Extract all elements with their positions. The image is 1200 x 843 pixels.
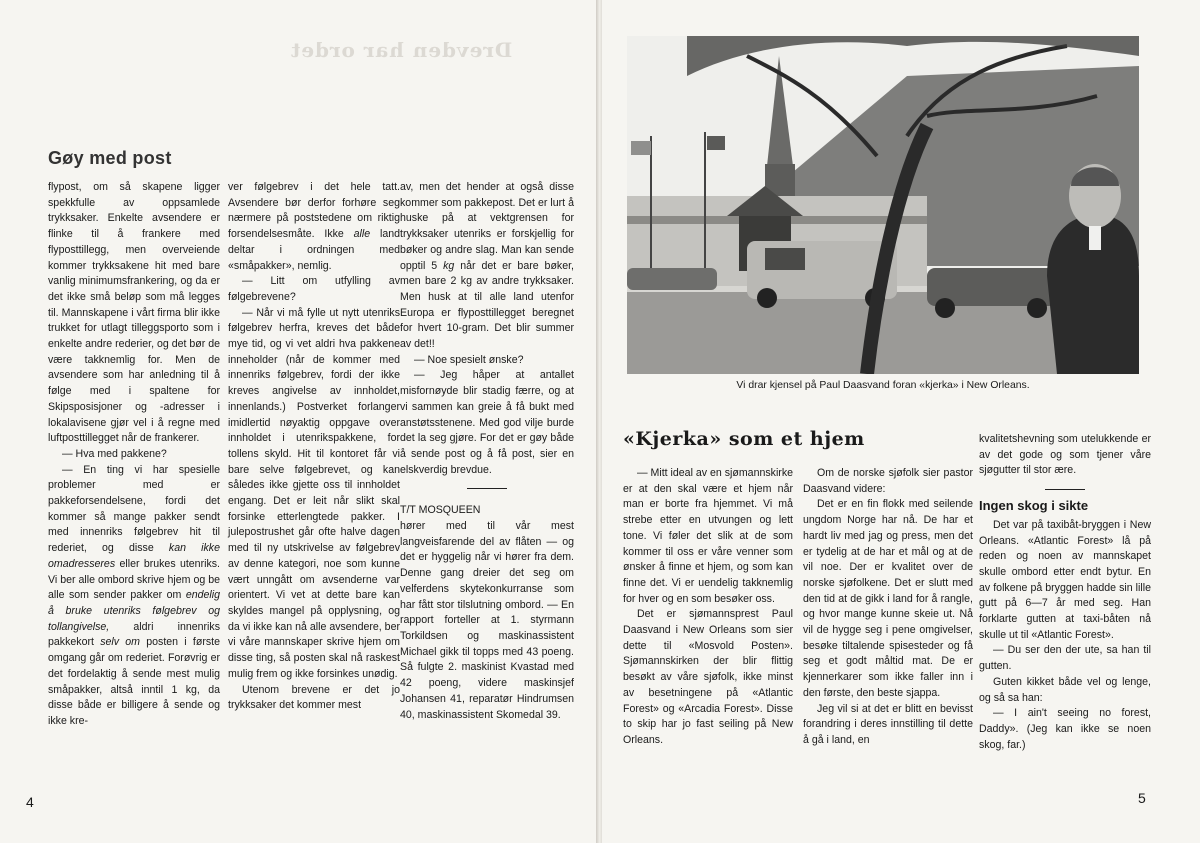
article-column-2 (228, 180, 400, 714)
paragraph: Det var på taxibåt-bryggen i New Orleans. «Atlantic Forest» lå på reden og noen av mannskapet skulle ombord etter endt bytur. En av folkene på bryggen hadde sin lille gutt på 6—7 år med seg. Han forklarte gutten at taxi-båten nå skulle ut til «Atlantic Forest». (979, 518, 1151, 641)
paragraph: — En ting vi har spesielle problemer med er pakkeforsendelsene, fordi det kommer så mange pakker sendt med innenriks følgebrev hit til rederiet, og disse kan ikke omadresseres eller brukes utenriks. Vi ber alle ombord skrive hjem og be alle som sender pakker om endelig å bruke utenriks følgebrev og tollangivelse, aldri innenriks pakkekort selv om posten i første omgang går om rederiet. Forøvrig er det fordelaktig å sende mest mulig småpakker, altså inntil 1 kg, da disse både er billigere å sende og ikke kre- (48, 463, 220, 727)
divider (467, 488, 507, 489)
paragraph: ver følgebrev i det hele tatt. Avsendere bør derfor forhøre seg nærmere på poststedene om riktig forsendelsesmåte. Ikke alle land deltar i ordningen med «småpakker», nemlig. (228, 181, 400, 272)
section-subhead: Ingen skog i sikte (979, 498, 1089, 514)
paragraph: Om de norske sjøfolk sier pastor Daasvand videre: (803, 467, 973, 495)
church-photo (627, 36, 1139, 374)
paragraph: — I ain't seeing no forest, Daddy». (Jeg kan ikke se noen skog, far.) (979, 707, 1151, 751)
left-page (0, 0, 598, 843)
photo-church-new-orleans-icon (627, 36, 1139, 374)
paragraph: — Noe spesielt ønske? (414, 353, 524, 366)
paragraph: Det er en fin flokk med seilende ungdom Norge har nå. De har et hardt liv med jag og press, men det er tydelig at de har et mål og at de vil noe. Der er kvalitet over de norske sjøfolkene. Det er slutt med den tid at de gikk i land for å rangle, og hvor mange kunne skeie ut. Nå vil de hygge seg i pene omgivelser, besøke tiltalende spisesteder og få seg et godt måltid mat. De er kjennerkarer som ikke faller inn i den første, den beste sjappa. (803, 498, 973, 699)
page-number: 4 (26, 794, 34, 810)
paragraph: — Hva med pakkene? (62, 447, 167, 460)
paragraph: — Litt om utfylling av følgebrevene? (228, 275, 400, 303)
article-column-5 (803, 466, 973, 749)
paragraph: Guten kikket både vel og lenge, og så sa han: (979, 675, 1151, 704)
paragraph: — Mitt ideal av en sjømannskirke er at den skal være et hjem når man er borte fra hjemmet. Vi må strebe etter en utvungen og lett tone. Vi føler det slik at de som kommer til oss er våre venner som ønsker å finne et hjem, og som kan finne det. Vi er uendelig takknemlig for hver og en som besøker oss. (623, 467, 794, 605)
page-heading: Gøy med post (48, 148, 172, 168)
article-column-1 (48, 180, 220, 730)
ghost-title: Drevden har ordet (290, 38, 513, 62)
paragraph: flypost, om så skapene ligger spekkfulle av oppsamlede trykksaker. Enkelte avsendere er flinke til å frankere med flyposttillegg, men overveiende kommer trykksakene hit med bare vanlig minimumsfrankering, og da er det ikke små beløp som må legges til. Mannskapene i vårt firma blir ikke trukket for utlagt tilleggsporto som i enkelte andre rederier, og det bør de være takknemlig for. Men de avsendere som har anledning til å følge med i spaltene for Skipsposisjoner og -adresser i lokalavisene gjør vel i å regne med luftposttillegget når de frankerer. (48, 181, 220, 445)
page-number: 5 (1138, 790, 1146, 806)
article-column-6 (979, 432, 1151, 753)
paragraph: Jeg vil si at det er blitt en bevisst forandring i deres innstilling til dette å gå i land, en (803, 702, 973, 746)
paragraph: kvalitetshevning som utelukkende er av det gode og som tjener våre sjøgutter til stor ære. (979, 433, 1151, 477)
paragraph: av, men det hender at også disse kommer som pakkepost. Det er lurt å huske på at vektgrensen for trykksaker utenriks er forskjellig for bøker og andre slag. Man kan sende opptil 5 kg når det er bare bøker, men bare 2 kg av andre trykksaker. Men husk at til alle land utenfor Europa er flyposttillegget beregnet for hvert 10-gram. Det blir summer av det!! (400, 181, 574, 351)
article-column-4 (623, 466, 793, 749)
paragraph: hører med til vår mest langveisfarende del av flåten — og det er hyggelig når vi hører fra dem. Denne gang dreier det seg om velferdens skytekonkurranse som har fått stor tilslutning ombord. — En rapport forteller at 1. styrmann Torkildsen og maskinassistent Michael gikk til topps med 43 poeng. Så fulgte 2. maskinist Kvastad med 42 poeng, videre maskinsjef Johansen 41, reparatør Hindrumsen 40, maskinassistent Skomedal 39. (400, 520, 574, 721)
paragraph: — Jeg håper at antallet misfornøyde blir stadig færre, og at vi sammen kan greie å få bukt med anstøtsstenene. Med god vilje burde det la seg gjøre. For det er gøy både å sende post og å få post, sier en elskverdig brevdue. (400, 369, 574, 476)
article-title: «Kjerka» som et hjem (623, 428, 865, 450)
paragraph: Utenom brevene er det jo trykksaker det kommer mest (228, 683, 400, 712)
photo-caption: Vi drar kjensel på Paul Daasvand foran «kjerka» i New Orleans. (736, 380, 1030, 391)
paragraph: — Du ser den der ute, sa han til gutten. (979, 644, 1151, 673)
paragraph: Det er sjømannsprest Paul Daasvand i New Orleans som sier dette til «Mosvold Posten». Sjømannskirken der blir flittig besøkt av våre sjøfolk, ikke minst av besetningene på «Atlantic Forest» og «Arcadia Forest». Disse to skip har jo fast seiling på New Orleans. (623, 608, 793, 746)
divider (1045, 489, 1085, 490)
section-subhead: T/T MOSQUEEN (400, 504, 481, 517)
article-column-3 (400, 180, 574, 723)
paragraph: — Når vi må fylle ut nytt utenriks følgebrev herfra, kreves det både mye tid, og vi vet aldri hva pakkene inneholder (når de kommer med innenriks følgebrev, fordi der ikke kreves angivelse av innholdet, innenlands.) Postverket forlanger imidlertid nøyaktig oppgave over innholdet i utenrikspakkene, for tollens skyld. Hit til kontoret får vi bare selve følgebrevet, og kan således ikke gjette oss til innholdet engang. Det er leit når slikt skal forsinke etterlengtede pakker. I julepostrushet går ofte halve dagen med til ny utskrivelse av følgebrev av denne kategori, noe som kunne vært unngått om avsenderne var orientert. Vi vet at dette bare kan skyldes mangel på opplysning, og da vi ikke kan nå alle avsendere, ber vi våre mannskaper skrive hjem om disse ting, så posten skal nå raskest mulig frem og ikke forsinkes unødig. (228, 306, 400, 680)
